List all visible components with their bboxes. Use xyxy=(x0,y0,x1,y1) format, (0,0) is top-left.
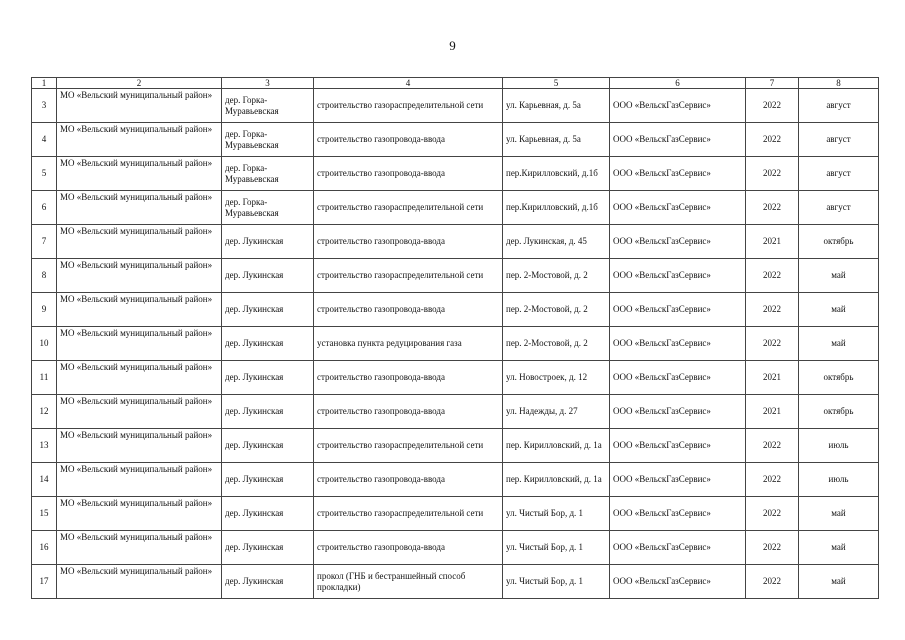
address-cell: ул. Чистый Бор, д. 1 xyxy=(503,497,610,531)
month-cell: май xyxy=(799,327,879,361)
organization-cell: МО «Вельский муниципальный район» xyxy=(57,123,222,157)
settlement-cell: дер. Горка-Муравьевская xyxy=(222,157,314,191)
year-cell: 2021 xyxy=(746,225,799,259)
table-row xyxy=(32,327,879,361)
column-header: 1 xyxy=(32,78,57,89)
year-cell: 2022 xyxy=(746,463,799,497)
settlement-cell: дер. Лукинская xyxy=(222,463,314,497)
month-cell: июль xyxy=(799,463,879,497)
work-type-cell: строительство газопровода-ввода xyxy=(314,157,503,191)
table-row xyxy=(32,89,879,123)
organization-cell: МО «Вельский муниципальный район» xyxy=(57,531,222,565)
work-type-cell: строительство газораспределительной сети xyxy=(314,89,503,123)
table-row xyxy=(32,361,879,395)
contractor-cell: ООО «ВельскГазСервис» xyxy=(610,123,746,157)
settlement-cell: дер. Лукинская xyxy=(222,395,314,429)
table-row xyxy=(32,497,879,531)
contractor-cell: ООО «ВельскГазСервис» xyxy=(610,225,746,259)
contractor-cell: ООО «ВельскГазСервис» xyxy=(610,293,746,327)
settlement-cell: дер. Лукинская xyxy=(222,531,314,565)
contractor-cell: ООО «ВельскГазСервис» xyxy=(610,327,746,361)
month-cell: май xyxy=(799,259,879,293)
table-row xyxy=(32,531,879,565)
year-cell: 2022 xyxy=(746,327,799,361)
table-row xyxy=(32,463,879,497)
table-row xyxy=(32,395,879,429)
work-type-cell: строительство газораспределительной сети xyxy=(314,429,503,463)
contractor-cell: ООО «ВельскГазСервис» xyxy=(610,191,746,225)
address-cell: ул. Карьевная, д. 5а xyxy=(503,123,610,157)
contractor-cell: ООО «ВельскГазСервис» xyxy=(610,565,746,599)
contractor-cell: ООО «ВельскГазСервис» xyxy=(610,361,746,395)
column-header: 3 xyxy=(222,78,314,89)
address-cell: ул. Надежды, д. 27 xyxy=(503,395,610,429)
contractor-cell: ООО «ВельскГазСервис» xyxy=(610,463,746,497)
row-number-cell: 9 xyxy=(32,293,57,327)
table-row xyxy=(32,429,879,463)
contractor-cell: ООО «ВельскГазСервис» xyxy=(610,259,746,293)
table-row xyxy=(32,259,879,293)
month-cell: май xyxy=(799,565,879,599)
organization-cell: МО «Вельский муниципальный район» xyxy=(57,191,222,225)
month-cell: октябрь xyxy=(799,225,879,259)
column-header: 6 xyxy=(610,78,746,89)
address-cell: ул. Чистый Бор, д. 1 xyxy=(503,565,610,599)
organization-cell: МО «Вельский муниципальный район» xyxy=(57,157,222,191)
work-type-cell: строительство газораспределительной сети xyxy=(314,191,503,225)
address-cell: ул. Новостроек, д. 12 xyxy=(503,361,610,395)
row-number-cell: 5 xyxy=(32,157,57,191)
row-number-cell: 12 xyxy=(32,395,57,429)
column-header: 5 xyxy=(503,78,610,89)
work-type-cell: строительство газопровода-ввода xyxy=(314,361,503,395)
organization-cell: МО «Вельский муниципальный район» xyxy=(57,259,222,293)
month-cell: май xyxy=(799,497,879,531)
work-type-cell: строительство газораспределительной сети xyxy=(314,497,503,531)
year-cell: 2022 xyxy=(746,565,799,599)
contractor-cell: ООО «ВельскГазСервис» xyxy=(610,157,746,191)
work-type-cell: строительство газопровода-ввода xyxy=(314,395,503,429)
organization-cell: МО «Вельский муниципальный район» xyxy=(57,463,222,497)
table-row xyxy=(32,157,879,191)
year-cell: 2022 xyxy=(746,531,799,565)
column-header: 2 xyxy=(57,78,222,89)
year-cell: 2022 xyxy=(746,259,799,293)
work-type-cell: строительство газопровода-ввода xyxy=(314,531,503,565)
row-number-cell: 14 xyxy=(32,463,57,497)
row-number-cell: 15 xyxy=(32,497,57,531)
month-cell: август xyxy=(799,191,879,225)
page-number: 9 xyxy=(449,38,456,53)
row-number-cell: 10 xyxy=(32,327,57,361)
settlement-cell: дер. Лукинская xyxy=(222,293,314,327)
organization-cell: МО «Вельский муниципальный район» xyxy=(57,395,222,429)
month-cell: август xyxy=(799,89,879,123)
organization-cell: МО «Вельский муниципальный район» xyxy=(57,429,222,463)
work-type-cell: строительство газопровода-ввода xyxy=(314,463,503,497)
month-cell: май xyxy=(799,293,879,327)
row-number-cell: 11 xyxy=(32,361,57,395)
work-type-cell: установка пункта редуцирования газа xyxy=(314,327,503,361)
contractor-cell: ООО «ВельскГазСервис» xyxy=(610,429,746,463)
address-cell: пер. 2-Мостовой, д. 2 xyxy=(503,293,610,327)
contractor-cell: ООО «ВельскГазСервис» xyxy=(610,531,746,565)
column-header: 7 xyxy=(746,78,799,89)
row-number-cell: 16 xyxy=(32,531,57,565)
contractor-cell: ООО «ВельскГазСервис» xyxy=(610,497,746,531)
row-number-cell: 3 xyxy=(32,89,57,123)
address-cell: пер. Кирилловский, д. 1а xyxy=(503,429,610,463)
address-cell: пер.Кирилловский, д.1б xyxy=(503,191,610,225)
month-cell: август xyxy=(799,123,879,157)
settlement-cell: дер. Лукинская xyxy=(222,225,314,259)
year-cell: 2021 xyxy=(746,361,799,395)
settlement-cell: дер. Лукинская xyxy=(222,497,314,531)
settlement-cell: дер. Лукинская xyxy=(222,361,314,395)
works-table xyxy=(31,77,879,599)
settlement-cell: дер. Лукинская xyxy=(222,327,314,361)
year-cell: 2022 xyxy=(746,89,799,123)
year-cell: 2022 xyxy=(746,123,799,157)
table-row xyxy=(32,565,879,599)
settlement-cell: дер. Горка-Муравьевская xyxy=(222,123,314,157)
row-number-cell: 7 xyxy=(32,225,57,259)
address-cell: пер. 2-Мостовой, д. 2 xyxy=(503,259,610,293)
month-cell: август xyxy=(799,157,879,191)
settlement-cell: дер. Лукинская xyxy=(222,565,314,599)
year-cell: 2022 xyxy=(746,191,799,225)
address-cell: пер. 2-Мостовой, д. 2 xyxy=(503,327,610,361)
year-cell: 2022 xyxy=(746,497,799,531)
row-number-cell: 17 xyxy=(32,565,57,599)
address-cell: пер. Кирилловский, д. 1а xyxy=(503,463,610,497)
settlement-cell: дер. Горка-Муравьевская xyxy=(222,191,314,225)
year-cell: 2022 xyxy=(746,293,799,327)
table-row xyxy=(32,123,879,157)
table-row xyxy=(32,293,879,327)
settlement-cell: дер. Лукинская xyxy=(222,429,314,463)
work-type-cell: строительство газопровода-ввода xyxy=(314,123,503,157)
year-cell: 2022 xyxy=(746,157,799,191)
organization-cell: МО «Вельский муниципальный район» xyxy=(57,497,222,531)
organization-cell: МО «Вельский муниципальный район» xyxy=(57,327,222,361)
address-cell: ул. Карьевная, д. 5а xyxy=(503,89,610,123)
row-number-cell: 6 xyxy=(32,191,57,225)
work-type-cell: строительство газопровода-ввода xyxy=(314,225,503,259)
row-number-cell: 13 xyxy=(32,429,57,463)
year-cell: 2021 xyxy=(746,395,799,429)
work-type-cell: прокол (ГНБ и бестраншейный способ прокладки) xyxy=(314,565,503,599)
column-header: 4 xyxy=(314,78,503,89)
address-cell: ул. Чистый Бор, д. 1 xyxy=(503,531,610,565)
work-type-cell: строительство газопровода-ввода xyxy=(314,293,503,327)
settlement-cell: дер. Лукинская xyxy=(222,259,314,293)
year-cell: 2022 xyxy=(746,429,799,463)
organization-cell: МО «Вельский муниципальный район» xyxy=(57,89,222,123)
header-row xyxy=(32,78,879,89)
row-number-cell: 4 xyxy=(32,123,57,157)
contractor-cell: ООО «ВельскГазСервис» xyxy=(610,89,746,123)
column-header: 8 xyxy=(799,78,879,89)
month-cell: октябрь xyxy=(799,395,879,429)
table-row xyxy=(32,191,879,225)
contractor-cell: ООО «ВельскГазСервис» xyxy=(610,395,746,429)
organization-cell: МО «Вельский муниципальный район» xyxy=(57,565,222,599)
work-type-cell: строительство газораспределительной сети xyxy=(314,259,503,293)
table-row xyxy=(32,225,879,259)
organization-cell: МО «Вельский муниципальный район» xyxy=(57,293,222,327)
month-cell: июль xyxy=(799,429,879,463)
organization-cell: МО «Вельский муниципальный район» xyxy=(57,225,222,259)
organization-cell: МО «Вельский муниципальный район» xyxy=(57,361,222,395)
row-number-cell: 8 xyxy=(32,259,57,293)
address-cell: дер. Лукинская, д. 45 xyxy=(503,225,610,259)
settlement-cell: дер. Горка-Муравьевская xyxy=(222,89,314,123)
month-cell: октябрь xyxy=(799,361,879,395)
month-cell: май xyxy=(799,531,879,565)
address-cell: пер.Кирилловский, д.1б xyxy=(503,157,610,191)
